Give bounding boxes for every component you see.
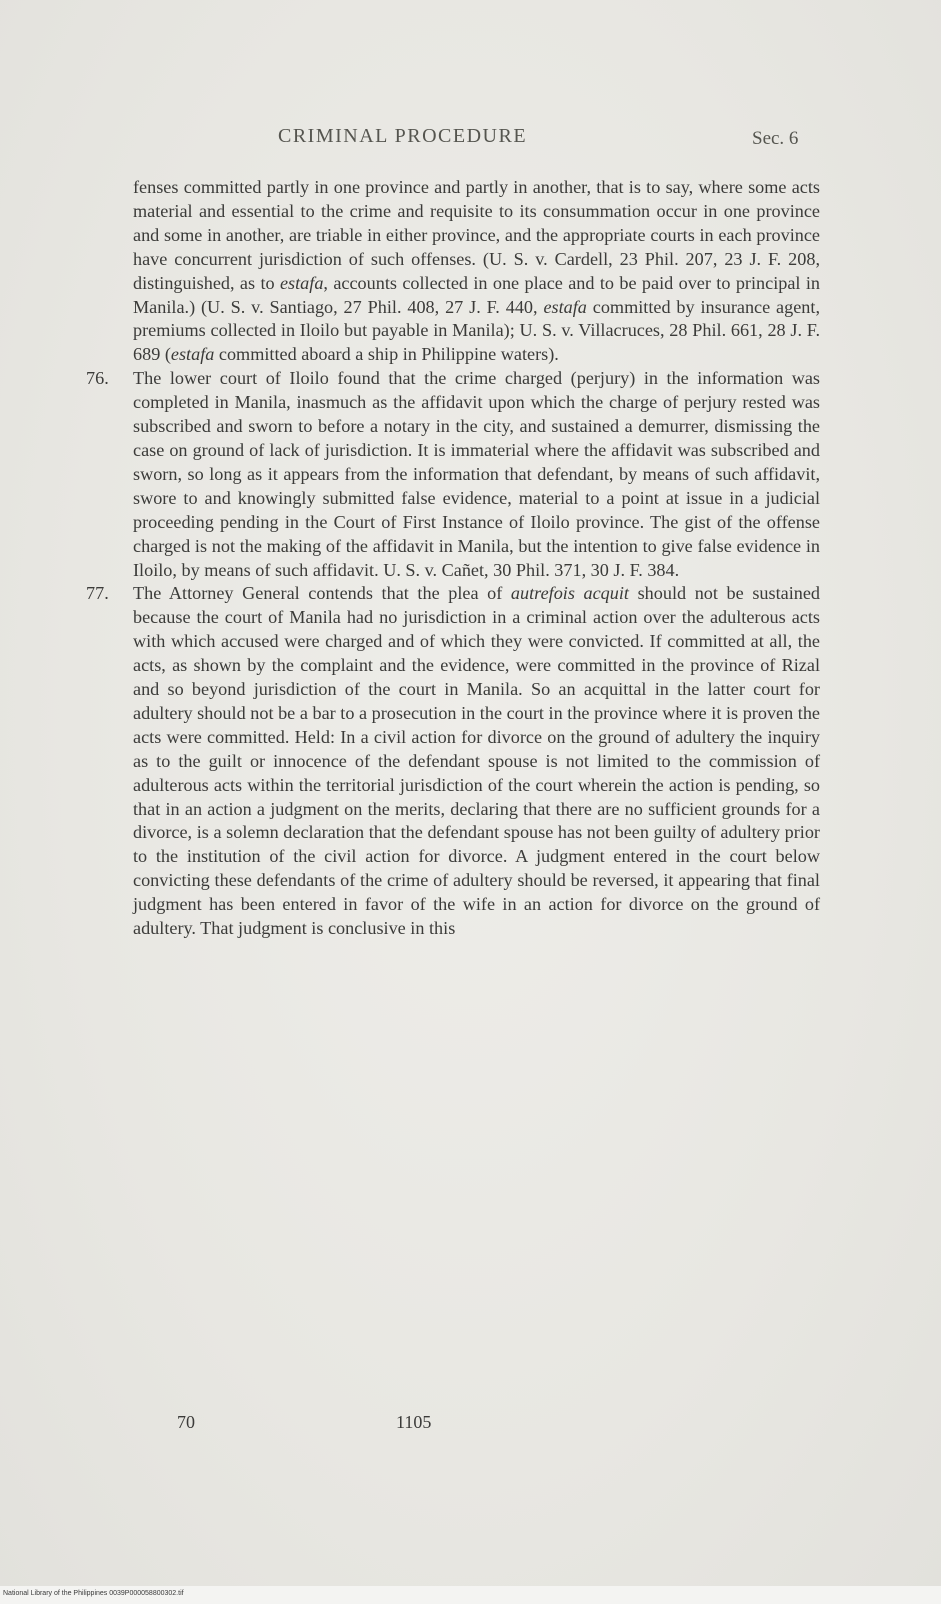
italic-term: estafa	[170, 344, 215, 365]
text-run: should not be sustained because the court of Manila had no jurisdiction in a criminal action over the adulterous acts with which accused were charged and of which they were convicted. If committed at all, the acts, as shown by the complaint and the evidence, were committed in the province of Rizal and so beyond jurisdiction of the court in Manila. So an acquittal in the latter court for adultery should not be a bar to a prosecution in the court in the province where it is proven the acts were committed. Held: In a civil action for divorce on the ground of adultery the inquiry as to the guilt or innocence of the defendant spouse is not limited to the commission of adulterous acts within the territorial jurisdiction of the court wherein the action is pending, so that in an action a judgment on the merits, declaring that there are no sufficient grounds for a divorce, is a solemn declaration that the defendant spouse has not been guilty of adultery prior to the institution of the civil action for divorce. A judgment entered in the court below convicting these defendants of the crime of adultery should be reversed, it appearing that final judgment has been entered in favor of the wife in an action for divorce on the ground of adultery. That judgment is conclusive in this	[133, 583, 821, 939]
text-run: committed by insurance agent, premiums collected in Iloilo but payable in Manila); U. S. v. Villacruces, 28 Phil. 661, 28 J. F. 689 (	[133, 296, 820, 365]
text-run: , accounts collected in one place and to be paid over to principal in Manila.) (U. S. v. Santiago, 27 Phil. 408, 27 J. F. 440,	[133, 272, 820, 317]
folio-number: 70	[177, 1412, 195, 1432]
section-reference: Sec. 6	[752, 128, 799, 149]
paragraph-continuation	[100, 176, 820, 367]
page-header	[0, 125, 941, 155]
italic-term: estafa	[543, 296, 587, 317]
body-text	[86, 176, 821, 941]
paragraph-77	[86, 582, 821, 941]
text-run: The Attorney General contends that the plea of	[133, 583, 511, 604]
italic-term: autrefois acquit	[510, 583, 629, 604]
paragraph-number: 77.	[86, 583, 109, 604]
text-run: The lower court of Iloilo found that the crime charged (perjury) in the information was completed in Manila, inasmuch as the affidavit upon which the charge of perjury rested was subscribed and sworn to before a notary in the city, and sustained a demurrer, dismissing the case on ground of lack of jurisdiction. It is immaterial where the affidavit was subscribed and sworn, so long as it appears from the information that defendant, by means of such affidavit, swore to and knowingly submitted false evidence, material to a point at issue in a judicial proceeding pending in the Court of First Instance of Iloilo province. The gist of the offense charged is not the making of the affidavit in Manila, but the intention to give false evidence in Iloilo, by means of such affidavit. U. S. v. Cañet, 30 Phil. 371, 30 J. F. 384.	[133, 368, 820, 580]
text-run: committed aboard a ship in Philippine waters).	[214, 344, 559, 365]
italic-term: estafa	[279, 272, 324, 293]
paragraph-76	[86, 367, 820, 582]
text-run: fenses committed partly in one province and partly in another, that is to say, where some acts material and essential to the crime and requisite to its consummation occur in one province and some in another, are triable in either province, and the appropriate courts in each province have concurrent jurisdiction of such offenses. (U. S. v. Cardell, 23 Phil. 207, 23 J. F. 208, distinguished, as to	[133, 177, 820, 293]
paragraph-number: 76.	[86, 368, 109, 389]
page-footer	[0, 1412, 941, 1438]
running-title: CRIMINAL PROCEDURE	[278, 125, 528, 147]
scan-credit: National Library of the Philippines 0039P000058800302.tif	[3, 1590, 184, 1597]
page-number: 1105	[396, 1412, 432, 1432]
